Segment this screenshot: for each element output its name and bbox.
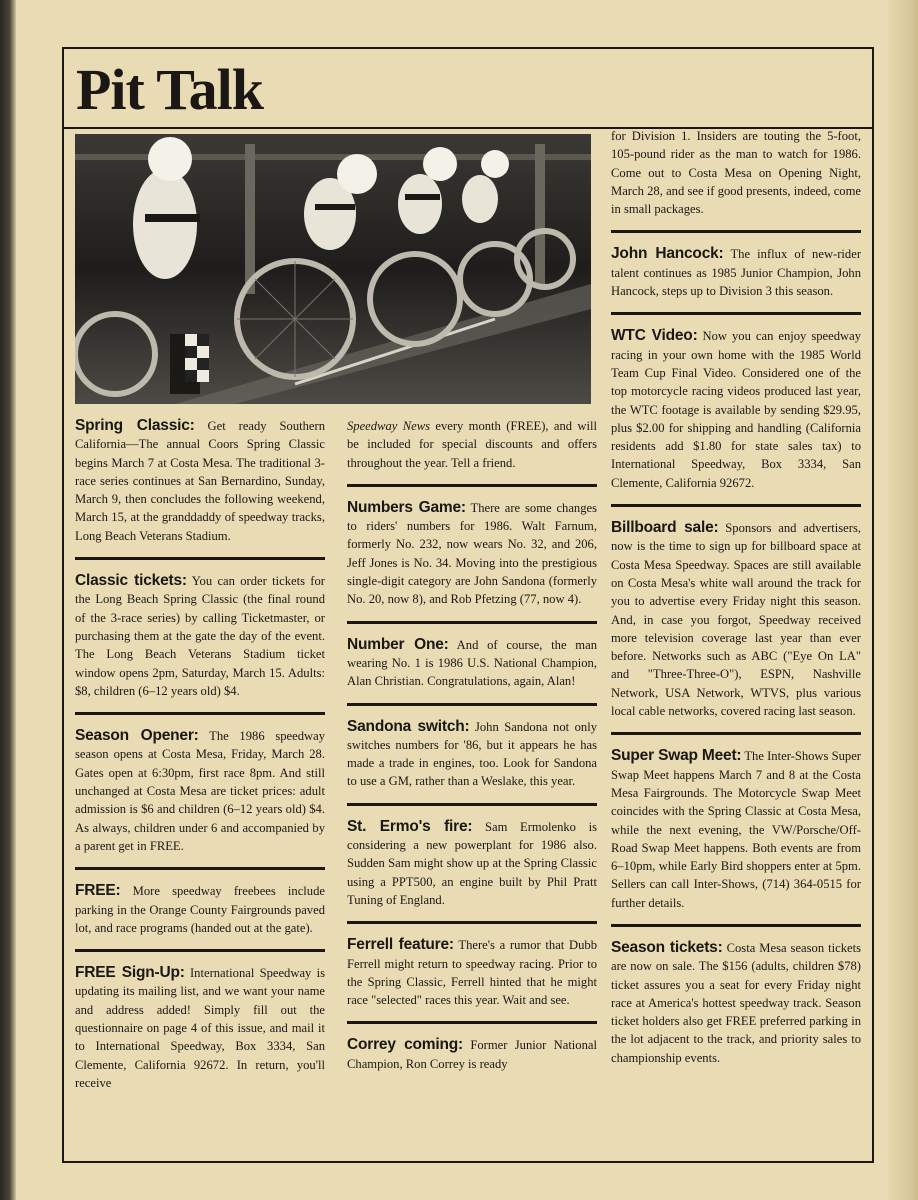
news-item-numbers-game — [347, 499, 597, 609]
speedway-race-photo — [75, 134, 591, 404]
section-divider — [75, 867, 325, 870]
section-divider — [347, 621, 597, 624]
section-divider — [75, 557, 325, 560]
item-heading: Classic tickets: — [75, 572, 187, 590]
item-body: every month (FREE), and will be included for special discounts and offers throughout the year. Tell a friend. — [347, 419, 597, 470]
news-item-season-tickets — [611, 939, 861, 1067]
item-body: And of course, the man wearing No. 1 is 1986 U.S. National Champion, Alan Christian. Congratulations, again, Alan! — [347, 637, 597, 689]
column-3 — [611, 127, 861, 1067]
news-item-continuation — [347, 417, 597, 472]
item-heading: Billboard sale: — [611, 519, 719, 537]
item-heading: Super Swap Meet: — [611, 747, 742, 765]
item-heading: Number One: — [347, 635, 449, 653]
item-heading: WTC Video: — [611, 327, 698, 345]
item-body: Sam Ermolenko is considering a new powerplant for 1986 also. Sudden Sam might show up at the Spring Classic using a PPT500, an engine built by Phil Pratt Tuning of England. — [347, 819, 597, 907]
item-body: The 1986 speedway season opens at Costa Mesa, Friday, March 28. Gates open at 6:30pm, first race 8pm. And still unchanged at Costa Mesa are ticket prices: adult admission is $6 and children (6–12 years old) $4. As always, children under 6 and accompanied by a parent get in FREE. — [75, 729, 325, 853]
item-heading: FREE Sign-Up: — [75, 964, 185, 982]
section-divider — [75, 949, 325, 952]
news-item-number-one — [347, 636, 597, 691]
news-item-free-sign-up — [75, 964, 325, 1092]
item-heading: Season Opener: — [75, 727, 199, 745]
masthead — [64, 49, 872, 129]
article-frame — [62, 47, 874, 1163]
page-title: Pit Talk — [76, 57, 264, 122]
item-body: Now you can enjoy speedway racing in your own home with the 1985 World Team Cup Final Video. Considered one of the top motorcycle racing videos produced last year, the WTC footage is available by sending $29.95, plus $2.00 for shipping and handling (California residents add $1.80 for state sales tax) to International Speedway, Box 3334, San Clemente, California 92672. — [611, 329, 861, 490]
section-divider — [611, 732, 861, 735]
news-item-super-swap-meet — [611, 747, 861, 912]
item-heading: FREE: — [75, 882, 121, 900]
news-item-season-opener — [75, 727, 325, 855]
item-heading: Ferrell feature: — [347, 936, 454, 954]
news-item-billboard-sale — [611, 519, 861, 720]
section-divider — [611, 230, 861, 233]
item-body: John Sandona not only switches numbers for '86, but it appears he has made a trade in engines, too. Look for Sandona to use a GM, rather than a Weslake, this year. — [347, 719, 597, 789]
item-body: The Inter-Shows Super Swap Meet happens March 7 and 8 at the Costa Mesa Fairgrounds. The Motorcycle Swap Meet coincides with the Spring Classic at Costa Mesa, while the next evening, the VW/Porsche/Off-Road Swap Meet happens. Both events are from 6–10pm, while Early Bird shoppers enter at 5pm. Sellers can call Inter-Shows, (714) 364-0515 for further details. — [611, 749, 861, 910]
item-body: There are some changes to riders' numbers for 1986. Walt Farnum, formerly No. 232, now wears No. 32, and 206, Jeff Jones is No. 34. Moving into the prestigious single-digit category are John Sandona (formerly No. 20, now 8), and Rob Pfetzing (77, now 4). — [347, 500, 598, 607]
section-divider — [347, 803, 597, 806]
section-divider — [611, 312, 861, 315]
news-item-john-hancock — [611, 245, 861, 300]
item-heading: St. Ermo's fire: — [347, 817, 473, 835]
item-heading: Sandona switch: — [347, 717, 470, 735]
section-divider — [611, 504, 861, 507]
item-body: Get ready Southern California—The annual Coors Spring Classic begins March 7 at Costa Mesa. The traditional 3-race series continues at San Bernardino, Sunday, March 9, then concludes the following weekend, March 15, at the granddaddy of speedway tracks, Long Beach Veterans Stadium. — [75, 419, 325, 543]
news-item-continuation — [611, 127, 861, 218]
item-heading: Correy coming: — [347, 1036, 463, 1054]
section-divider — [347, 921, 597, 924]
item-body: More speedway freebees include parking in the Orange County Fairgrounds paved lot, and race programs (handed out at the gate). — [75, 884, 325, 935]
news-item-free — [75, 882, 325, 937]
item-heading: John Hancock: — [611, 245, 724, 263]
item-heading: Spring Classic: — [75, 417, 195, 434]
news-item-st-ermos-fire — [347, 818, 597, 909]
column-1 — [75, 417, 325, 1092]
news-item-ferrell-feature — [347, 936, 597, 1009]
section-divider — [75, 712, 325, 715]
item-body: Former Junior National Champion, Ron Correy is ready — [347, 1038, 597, 1071]
item-body: for Division 1. Insiders are touting the 5-foot, 105-pound rider as the man to watch for 1986. Come out to Costa Mesa on Opening Night, March 28, and see if good presents, indeed, come in small packages. — [611, 129, 861, 217]
publication-name: Speedway News — [347, 419, 430, 433]
news-item-correy-coming — [347, 1036, 597, 1073]
item-body: The influx of new-rider talent continues as 1985 Junior Champion, John Hancock, steps up to Division 3 this season. — [611, 247, 862, 299]
news-item-classic-tickets — [75, 572, 325, 700]
section-divider — [347, 1021, 597, 1024]
item-body: There's a rumor that Dubb Ferrell might return to speedway racing. Prior to the Spring Classic, Ferrell hinted that he might race "selected" races this year. Wait and see. — [347, 938, 597, 1008]
column-2 — [347, 417, 597, 1073]
item-heading: Numbers Game: — [347, 498, 466, 516]
section-divider — [347, 703, 597, 706]
section-divider — [347, 484, 597, 487]
news-item-wtc-video — [611, 327, 861, 492]
page-edge-right — [888, 0, 918, 1200]
item-body: International Speedway is updating its mailing list, and we want your name and address added! Simply fill out the questionnaire on page 4 of this issue, and mail it to International Speedway, Box 3334, San Clemente, California 92672. In return, you'll receive — [75, 966, 325, 1090]
page-edge-left — [0, 0, 16, 1200]
item-body: Costa Mesa season tickets are now on sale. The $156 (adults, children $78) ticket assures you a seat for every Friday night race at America's hottest speedway track. Season ticket holders also get FREE preferred parking in the lot adjacent to the track, and priority sales to championship events. — [611, 940, 862, 1065]
item-body: Sponsors and advertisers, now is the time to sign up for billboard space at Costa Mesa Speedway. Spaces are still available on Costa Mesa's white wall around the track for you to advertise every Friday night this season. And, in case you forgot, Speedway received more television coverage last year than ever before. Networks such as ABC ("Eye On LA" and "Three-Three-O"), ESPN, Nashville Network, USA Network, WTVS, plus various local cable networks, covered racing last season. — [611, 521, 861, 719]
race-photo-illustration — [75, 134, 591, 404]
news-item-spring-classic — [75, 417, 325, 545]
item-body: You can order tickets for the Long Beach Spring Classic (the final round of the 3-race series) by calling Ticketmaster, or purchasing them at the gate the day of the event. The Long Beach Veterans Stadium ticket window opens 2pm, Saturday, March 15. Adults: $8, children (6–12 years old) $4. — [75, 574, 325, 698]
item-heading: Season tickets: — [611, 938, 723, 956]
section-divider — [611, 924, 861, 927]
news-item-sandona-switch — [347, 718, 597, 791]
